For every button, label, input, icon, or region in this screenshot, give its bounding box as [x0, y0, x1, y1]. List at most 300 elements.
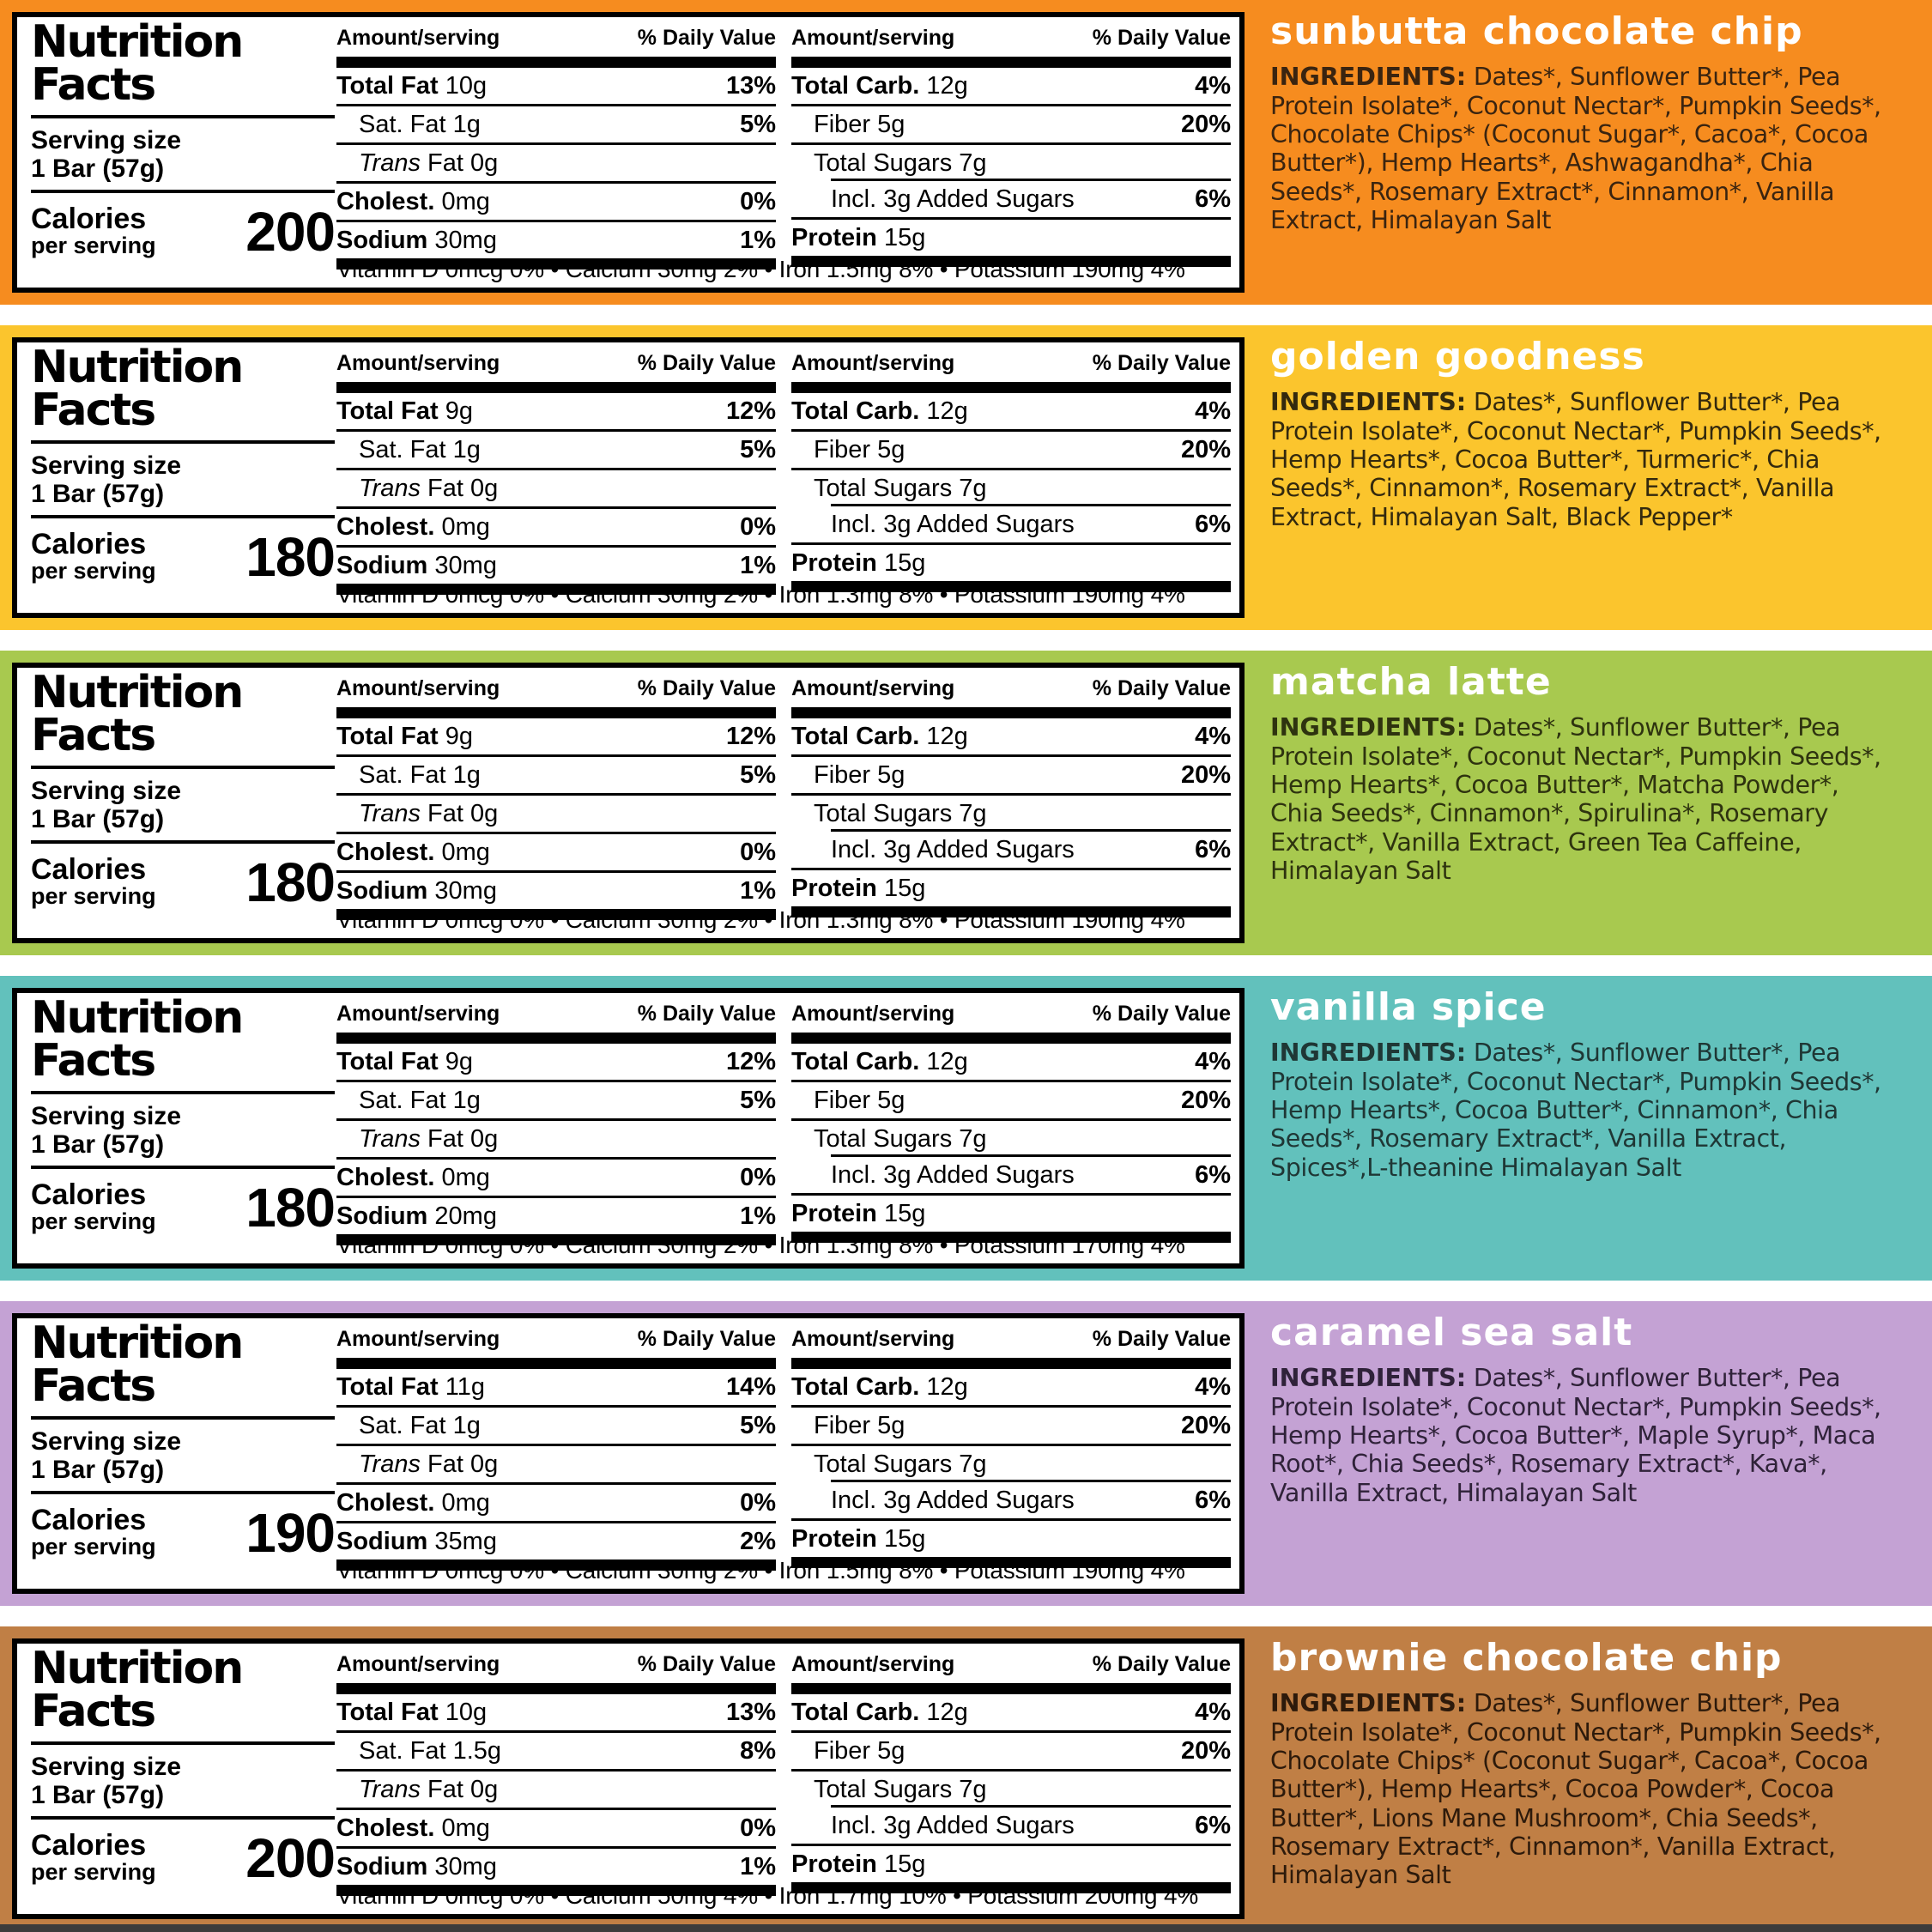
daily-value-percent: 20%: [1180, 110, 1231, 138]
nutrition-heading-line1: Nutrition: [31, 1643, 243, 1694]
serving-size-label: Serving size: [31, 451, 182, 480]
daily-value-percent: 13%: [725, 71, 776, 100]
serving-size-label: Serving size: [31, 1752, 182, 1781]
thick-bar: [791, 707, 1231, 718]
thick-bar: [791, 1033, 1231, 1044]
flavor-title: vanilla spice: [1270, 985, 1547, 1029]
column-header: [791, 349, 1231, 382]
daily-value-percent: 2%: [740, 1527, 776, 1555]
nutrient-row-total-sugars: [791, 1121, 1231, 1157]
nutrient-name-amount: Incl. 3g Added Sugars: [831, 510, 1075, 538]
nutrient-row-protein: [791, 220, 1231, 256]
nutrient-name-amount: Fiber 5g: [814, 435, 905, 463]
calories-label: Calories: [31, 528, 147, 561]
divider: [31, 440, 335, 444]
daily-value-percent: 4%: [1195, 71, 1231, 100]
nutrient-name-amount: Total Carb. 12g: [791, 71, 968, 100]
nutrient-name-amount: Protein 15g: [791, 1850, 926, 1878]
nutrient-row-protein: [791, 1196, 1231, 1232]
nutrition-heading-line2: Facts: [31, 710, 155, 762]
nutrition-facts-heading: [31, 992, 335, 1087]
nutrient-column-right: [791, 24, 1231, 267]
nutrient-name-amount: Trans Fat 0g: [359, 799, 499, 827]
daily-value-percent: 4%: [1195, 1372, 1231, 1401]
nutrient-name-amount: Sodium 20mg: [336, 1202, 497, 1230]
nutrient-name-amount: Cholest. 0mg: [336, 838, 490, 866]
ingredients-text: [1270, 1689, 1893, 1889]
serving-size: [31, 126, 335, 184]
daily-value-header: % Daily Value: [1092, 1652, 1231, 1676]
nutrition-facts-heading: [31, 342, 335, 437]
nutrient-row-fiber: [791, 1082, 1231, 1121]
daily-value-percent: 6%: [1195, 1486, 1231, 1514]
nutrient-row-incl-3g-added-sugars: [791, 1157, 1231, 1196]
nutrient-row-sodium: [336, 873, 776, 909]
nutrient-name-amount: Sodium 30mg: [336, 876, 497, 905]
column-header: [791, 675, 1231, 707]
amount-per-serving-header: Amount/serving: [791, 1652, 955, 1676]
nutrition-heading-line1: Nutrition: [31, 16, 243, 68]
micronutrients-line: Vitamin D 0mcg 0% • Calcium 30mg 2% • Iron 1.5mg 8% • Potassium 190mg 4%: [336, 1557, 1185, 1584]
column-header: [336, 349, 776, 382]
nutrient-name-amount: Protein 15g: [791, 1524, 926, 1553]
nutrition-facts-heading: [31, 1317, 335, 1413]
nutrient-name-amount: Cholest. 0mg: [336, 512, 490, 541]
ingredients-text: [1270, 63, 1893, 234]
nutrient-column-right: [791, 1325, 1231, 1568]
daily-value-percent: 4%: [1195, 1047, 1231, 1075]
nutrient-row-total-fat: [336, 718, 776, 757]
thick-bar: [791, 57, 1231, 68]
daily-value-header: % Daily Value: [637, 1002, 776, 1026]
daily-value-percent: 14%: [725, 1372, 776, 1401]
nutrient-row-sodium: [336, 222, 776, 258]
nutrient-name-amount: Incl. 3g Added Sugars: [831, 835, 1075, 863]
nutrient-name-amount: Protein 15g: [791, 548, 926, 577]
nutrient-name-amount: Protein 15g: [791, 223, 926, 251]
daily-value-percent: 4%: [1195, 1698, 1231, 1726]
ingredients-list: Dates*, Sunflower Butter*, Pea Protein Isolate*, Coconut Nectar*, Pumpkin Seeds*, Hemp Hearts*, Cocoa Butter*, Cinnamon*, Chia Seeds*, Rosemary Extract*, Vanilla Extract, Spices*,L-theanine Himalayan Salt: [1270, 1039, 1881, 1182]
nutrient-name-amount: Cholest. 0mg: [336, 187, 490, 215]
calories-row: [31, 200, 335, 263]
nutrient-name-amount: Total Sugars 7g: [814, 1450, 987, 1478]
amount-per-serving-header: Amount/serving: [336, 1002, 500, 1026]
ingredients-list: Dates*, Sunflower Butter*, Pea Protein Isolate*, Coconut Nectar*, Pumpkin Seeds*, Chocolate Chips* (Coconut Sugar*, Cacoa*, Cocoa Butter*), Hemp Hearts*, Cocoa Powder*, Cocoa Butter*, Lions Mane Mushroom*, Chia Seeds*, Rosemary Extract*, Cinnamon*, Vanilla Extract, Himalayan Salt: [1270, 1689, 1881, 1890]
daily-value-header: % Daily Value: [1092, 1327, 1231, 1351]
nutrient-name-amount: Incl. 3g Added Sugars: [831, 185, 1075, 213]
nutrient-row-sodium: [336, 1523, 776, 1560]
nutrition-heading-line1: Nutrition: [31, 342, 243, 393]
daily-value-percent: 0%: [740, 1488, 776, 1517]
amount-per-serving-header: Amount/serving: [336, 676, 500, 700]
nutrition-facts-heading: [31, 1643, 335, 1738]
serving-size: [31, 1102, 335, 1160]
nutrient-row-incl-3g-added-sugars: [791, 506, 1231, 545]
ingredients-list: Dates*, Sunflower Butter*, Pea Protein Isolate*, Coconut Nectar*, Pumpkin Seeds*, Hemp Hearts*, Cocoa Butter*, Turmeric*, Chia Seeds*, Cinnamon*, Rosemary Extract*, Vanilla Extract, Himalayan Salt, Black Pepper*: [1270, 388, 1881, 531]
daily-value-percent: 1%: [740, 551, 776, 579]
amount-per-serving-header: Amount/serving: [336, 351, 500, 375]
nutrient-name-amount: Sodium 35mg: [336, 1527, 497, 1555]
ingredients-block: [1270, 337, 1893, 531]
nutrient-name-amount: Fiber 5g: [814, 1736, 905, 1765]
daily-value-percent: 12%: [725, 722, 776, 750]
column-header: [791, 1000, 1231, 1033]
daily-value-percent: 4%: [1195, 397, 1231, 425]
nutrient-column-right: [791, 349, 1231, 592]
amount-per-serving-header: Amount/serving: [791, 1002, 955, 1026]
ingredients-list: Dates*, Sunflower Butter*, Pea Protein Isolate*, Coconut Nectar*, Pumpkin Seeds*, Hemp Hearts*, Cocoa Butter*, Maple Syrup*, Maca Root*, Chia Seeds*, Rosemary Extract*, Kava*, Vanilla Extract, Himalayan Salt: [1270, 1364, 1881, 1507]
thick-bar: [336, 1033, 776, 1044]
amount-per-serving-header: Amount/serving: [791, 1327, 955, 1351]
nutrition-facts-left-column: [31, 1643, 335, 1890]
nutrient-name-amount: Total Fat 9g: [336, 722, 474, 750]
nutrient-row-sat-fat: [336, 1082, 776, 1121]
daily-value-percent: 8%: [740, 1736, 776, 1765]
nutrient-row-cholest-: [336, 1485, 776, 1523]
nutrient-name-amount: Fiber 5g: [814, 110, 905, 138]
calories-row: [31, 1826, 335, 1890]
serving-size-label: Serving size: [31, 776, 182, 805]
nutrient-row-fiber: [791, 432, 1231, 470]
nutrient-name-amount: Sat. Fat 1g: [359, 110, 481, 138]
nutrition-facts-panel: [12, 1313, 1245, 1594]
nutrition-heading-line1: Nutrition: [31, 1317, 243, 1369]
nutrient-rows-left: [336, 1044, 776, 1234]
daily-value-percent: 12%: [725, 1047, 776, 1075]
nutrient-name-amount: Sat. Fat 1g: [359, 1411, 481, 1439]
nutrient-row-fiber: [791, 757, 1231, 796]
daily-value-percent: 20%: [1180, 1411, 1231, 1439]
nutrient-row-protein: [791, 1846, 1231, 1882]
nutrient-row-total-fat: [336, 393, 776, 432]
ingredients-text: [1270, 713, 1893, 885]
nutrient-name-amount: Trans Fat 0g: [359, 1775, 499, 1803]
nutrient-column-left: [336, 1000, 776, 1245]
nutrient-row-total-carb-: [791, 718, 1231, 757]
calories-sublabel: per serving: [31, 1208, 156, 1235]
column-header: [791, 1650, 1231, 1683]
nutrient-row-incl-3g-added-sugars: [791, 181, 1231, 220]
nutrient-row-sat-fat: [336, 757, 776, 796]
ingredients-label: INGREDIENTS:: [1270, 1039, 1467, 1068]
bottom-crop-strip: [0, 1924, 1932, 1932]
nutrition-heading-line2: Facts: [31, 1686, 155, 1738]
daily-value-percent: 5%: [740, 435, 776, 463]
ingredients-label: INGREDIENTS:: [1270, 63, 1467, 92]
nutrient-row-total-sugars: [791, 1772, 1231, 1808]
ingredients-label: INGREDIENTS:: [1270, 1364, 1467, 1393]
micronutrients-line: Vitamin D 0mcg 0% • Calcium 30mg 2% • Iron 1.5mg 8% • Potassium 190mg 4%: [336, 256, 1185, 282]
nutrient-row-total-fat: [336, 1694, 776, 1733]
ingredients-list: Dates*, Sunflower Butter*, Pea Protein Isolate*, Coconut Nectar*, Pumpkin Seeds*, Hemp Hearts*, Cocoa Butter*, Matcha Powder*, Chia Seeds*, Cinnamon*, Spirulina*, Rosemary Extract*, Vanilla Extract, Green Tea Caffeine, Himalayan Salt: [1270, 713, 1881, 885]
calories-value: 200: [245, 1827, 335, 1890]
nutrition-facts-panel: [12, 337, 1245, 618]
nutrient-name-amount: Total Fat 9g: [336, 1047, 474, 1075]
daily-value-percent: 0%: [740, 187, 776, 215]
serving-size: [31, 777, 335, 834]
divider: [31, 1741, 335, 1745]
flavor-label-band-matcha-latte: [0, 651, 1932, 955]
nutrient-name-amount: Fiber 5g: [814, 1086, 905, 1114]
nutrient-rows-right: [791, 68, 1231, 256]
thick-bar: [336, 382, 776, 393]
nutrient-rows-left: [336, 718, 776, 909]
thick-bar: [336, 1358, 776, 1369]
nutrient-row-sat-fat: [336, 106, 776, 145]
nutrient-row-cholest-: [336, 834, 776, 873]
nutrient-rows-right: [791, 718, 1231, 906]
nutrient-name-amount: Total Sugars 7g: [814, 148, 987, 177]
daily-value-percent: 6%: [1195, 1160, 1231, 1189]
nutrient-row-incl-3g-added-sugars: [791, 832, 1231, 870]
nutrient-name-amount: Fiber 5g: [814, 760, 905, 789]
ingredients-label: INGREDIENTS:: [1270, 713, 1467, 742]
nutrient-name-amount: Total Fat 10g: [336, 1698, 488, 1726]
serving-size-value: 1 Bar (57g): [31, 1781, 165, 1810]
nutrition-facts-heading: [31, 16, 335, 112]
daily-value-header: % Daily Value: [637, 351, 776, 375]
nutrient-name-amount: Total Sugars 7g: [814, 1775, 987, 1803]
nutrient-row-sodium: [336, 1198, 776, 1234]
daily-value-percent: 6%: [1195, 1811, 1231, 1839]
amount-per-serving-header: Amount/serving: [791, 26, 955, 50]
divider: [31, 1816, 335, 1820]
daily-value-percent: 6%: [1195, 185, 1231, 213]
divider: [31, 1491, 335, 1494]
column-header: [336, 24, 776, 57]
flavor-title: sunbutta chocolate chip: [1270, 9, 1803, 53]
daily-value-percent: 0%: [740, 1163, 776, 1191]
nutrient-row-total-sugars: [791, 470, 1231, 506]
divider: [31, 1166, 335, 1169]
nutrient-column-left: [336, 1325, 776, 1571]
nutrient-name-amount: Fiber 5g: [814, 1411, 905, 1439]
thick-bar: [791, 382, 1231, 393]
nutrient-name-amount: Sat. Fat 1g: [359, 1086, 481, 1114]
daily-value-percent: 20%: [1180, 1086, 1231, 1114]
flavor-title: caramel sea salt: [1270, 1311, 1633, 1354]
nutrient-name-amount: Trans Fat 0g: [359, 474, 499, 502]
daily-value-percent: 4%: [1195, 722, 1231, 750]
nutrient-name-amount: Total Carb. 12g: [791, 1047, 968, 1075]
nutrient-name-amount: Cholest. 0mg: [336, 1814, 490, 1842]
nutrient-row-total-carb-: [791, 68, 1231, 106]
nutrient-row-sat-fat: [336, 1733, 776, 1772]
serving-size-value: 1 Bar (57g): [31, 480, 165, 509]
nutrient-row-total-carb-: [791, 1369, 1231, 1408]
ingredients-text: [1270, 388, 1893, 531]
divider: [31, 1091, 335, 1094]
micronutrients-line: Vitamin D 0mcg 0% • Calcium 50mg 4% • Iron 1.7mg 10% • Potassium 200mg 4%: [336, 1882, 1199, 1909]
ingredients-list: Dates*, Sunflower Butter*, Pea Protein Isolate*, Coconut Nectar*, Pumpkin Seeds*, Chocolate Chips* (Coconut Sugar*, Cacoa*, Cocoa Butter*), Hemp Hearts*, Ashwagandha*, Chia Seeds*, Rosemary Extract*, Cinnamon*, Vanilla Extract, Himalayan Salt: [1270, 63, 1881, 234]
ingredients-block: [1270, 1638, 1893, 1890]
nutrient-name-amount: Sat. Fat 1g: [359, 435, 481, 463]
ingredients-block: [1270, 985, 1893, 1182]
nutrient-name-amount: Sat. Fat 1g: [359, 760, 481, 789]
nutrient-rows-left: [336, 393, 776, 584]
amount-per-serving-header: Amount/serving: [336, 26, 500, 50]
daily-value-percent: 5%: [740, 760, 776, 789]
ingredients-label: INGREDIENTS:: [1270, 388, 1467, 417]
nutrition-heading-line1: Nutrition: [31, 992, 243, 1044]
calories-label: Calories: [31, 203, 147, 236]
column-header: [336, 1000, 776, 1033]
calories-label: Calories: [31, 853, 147, 887]
divider: [31, 115, 335, 118]
nutrient-row-sat-fat: [336, 1408, 776, 1446]
nutrient-row-fiber: [791, 1408, 1231, 1446]
nutrient-row-total-carb-: [791, 393, 1231, 432]
nutrient-row-fiber: [791, 1733, 1231, 1772]
nutrition-facts-heading: [31, 667, 335, 762]
nutrient-name-amount: Total Carb. 12g: [791, 1698, 968, 1726]
nutrition-facts-left-column: [31, 342, 335, 589]
nutrient-row-total-carb-: [791, 1044, 1231, 1082]
divider: [31, 840, 335, 844]
daily-value-percent: 0%: [740, 1814, 776, 1842]
nutrient-rows-right: [791, 1369, 1231, 1557]
nutrient-row-protein: [791, 1521, 1231, 1557]
calories-label: Calories: [31, 1178, 147, 1212]
nutrient-row-cholest-: [336, 184, 776, 222]
micronutrients-line: Vitamin D 0mcg 0% • Calcium 30mg 2% • Iron 1.3mg 8% • Potassium 190mg 4%: [336, 581, 1185, 608]
nutrient-row-trans-fat: [336, 1772, 776, 1810]
thick-bar: [336, 57, 776, 68]
serving-size: [31, 451, 335, 509]
nutrient-name-amount: Sat. Fat 1.5g: [359, 1736, 502, 1765]
daily-value-percent: 13%: [725, 1698, 776, 1726]
thick-bar: [791, 1683, 1231, 1694]
daily-value-percent: 12%: [725, 397, 776, 425]
nutrient-name-amount: Protein 15g: [791, 874, 926, 902]
nutrient-row-total-carb-: [791, 1694, 1231, 1733]
nutrient-name-amount: Sodium 30mg: [336, 226, 497, 254]
nutrient-row-trans-fat: [336, 796, 776, 834]
serving-size-value: 1 Bar (57g): [31, 1456, 165, 1485]
thick-bar: [336, 1683, 776, 1694]
nutrient-row-incl-3g-added-sugars: [791, 1808, 1231, 1846]
nutrition-facts-panel: [12, 1638, 1245, 1919]
calories-label: Calories: [31, 1504, 147, 1537]
nutrition-facts-left-column: [31, 667, 335, 914]
serving-size: [31, 1427, 335, 1485]
nutrient-name-amount: Trans Fat 0g: [359, 1124, 499, 1153]
daily-value-percent: 20%: [1180, 435, 1231, 463]
divider: [31, 515, 335, 518]
calories-value: 180: [245, 1177, 335, 1239]
calories-sublabel: per serving: [31, 233, 156, 259]
calories-row: [31, 1501, 335, 1565]
nutrition-facts-left-column: [31, 16, 335, 263]
nutrient-rows-right: [791, 1044, 1231, 1232]
nutrient-row-trans-fat: [336, 1121, 776, 1160]
calories-sublabel: per serving: [31, 883, 156, 910]
nutrient-rows-right: [791, 393, 1231, 581]
amount-per-serving-header: Amount/serving: [336, 1652, 500, 1676]
nutrient-row-total-sugars: [791, 145, 1231, 181]
nutrient-name-amount: Total Fat 10g: [336, 71, 488, 100]
nutrient-name-amount: Incl. 3g Added Sugars: [831, 1486, 1075, 1514]
nutrient-row-sat-fat: [336, 432, 776, 470]
nutrient-row-total-fat: [336, 68, 776, 106]
divider: [31, 1416, 335, 1420]
serving-size: [31, 1753, 335, 1810]
nutrient-rows-left: [336, 1369, 776, 1560]
daily-value-percent: 20%: [1180, 1736, 1231, 1765]
nutrient-row-sodium: [336, 548, 776, 584]
calories-sublabel: per serving: [31, 1534, 156, 1560]
nutrient-name-amount: Protein 15g: [791, 1199, 926, 1227]
column-header: [791, 24, 1231, 57]
flavor-label-band-sunbutta-chocolate-chip: [0, 0, 1932, 305]
nutrient-name-amount: Trans Fat 0g: [359, 148, 499, 177]
ingredients-block: [1270, 660, 1893, 885]
ingredients-block: [1270, 9, 1893, 234]
nutrient-name-amount: Total Carb. 12g: [791, 722, 968, 750]
nutrient-name-amount: Total Carb. 12g: [791, 1372, 968, 1401]
nutrient-row-total-sugars: [791, 796, 1231, 832]
daily-value-percent: 0%: [740, 838, 776, 866]
nutrition-heading-line2: Facts: [31, 385, 155, 437]
nutrient-name-amount: Trans Fat 0g: [359, 1450, 499, 1478]
nutrient-row-total-fat: [336, 1044, 776, 1082]
amount-per-serving-header: Amount/serving: [791, 676, 955, 700]
nutrition-facts-panel: [12, 12, 1245, 293]
nutrition-facts-left-column: [31, 1317, 335, 1565]
nutrient-name-amount: Sodium 30mg: [336, 1852, 497, 1881]
daily-value-percent: 6%: [1195, 510, 1231, 538]
ingredients-label: INGREDIENTS:: [1270, 1689, 1467, 1718]
daily-value-percent: 6%: [1195, 835, 1231, 863]
serving-size-value: 1 Bar (57g): [31, 805, 165, 834]
daily-value-header: % Daily Value: [637, 1327, 776, 1351]
daily-value-percent: 0%: [740, 512, 776, 541]
nutrition-facts-panel: [12, 988, 1245, 1269]
flavor-title: golden goodness: [1270, 335, 1645, 379]
daily-value-header: % Daily Value: [1092, 351, 1231, 375]
nutrient-row-trans-fat: [336, 145, 776, 184]
column-header: [791, 1325, 1231, 1358]
calories-value: 180: [245, 851, 335, 914]
daily-value-percent: 1%: [740, 1852, 776, 1881]
nutrient-name-amount: Sodium 30mg: [336, 551, 497, 579]
nutrient-name-amount: Incl. 3g Added Sugars: [831, 1160, 1075, 1189]
nutrition-heading-line2: Facts: [31, 1035, 155, 1087]
daily-value-percent: 1%: [740, 876, 776, 905]
nutrient-row-total-sugars: [791, 1446, 1231, 1482]
nutrient-row-cholest-: [336, 1160, 776, 1198]
nutrition-heading-line1: Nutrition: [31, 667, 243, 718]
nutrient-name-amount: Total Carb. 12g: [791, 397, 968, 425]
calories-row: [31, 525, 335, 589]
flavor-title: matcha latte: [1270, 660, 1552, 704]
daily-value-header: % Daily Value: [1092, 676, 1231, 700]
nutrient-row-protein: [791, 545, 1231, 581]
serving-size-label: Serving size: [31, 125, 182, 154]
nutrient-column-left: [336, 349, 776, 595]
nutrient-column-left: [336, 675, 776, 920]
nutrient-column-right: [791, 675, 1231, 918]
nutrient-name-amount: Total Sugars 7g: [814, 1124, 987, 1153]
nutrient-rows-right: [791, 1694, 1231, 1882]
nutrient-row-sodium: [336, 1849, 776, 1885]
nutrient-name-amount: Cholest. 0mg: [336, 1163, 490, 1191]
nutrition-facts-left-column: [31, 992, 335, 1239]
nutrient-row-incl-3g-added-sugars: [791, 1482, 1231, 1521]
amount-per-serving-header: Amount/serving: [336, 1327, 500, 1351]
nutrient-name-amount: Incl. 3g Added Sugars: [831, 1811, 1075, 1839]
flavor-label-band-golden-goodness: [0, 325, 1932, 630]
